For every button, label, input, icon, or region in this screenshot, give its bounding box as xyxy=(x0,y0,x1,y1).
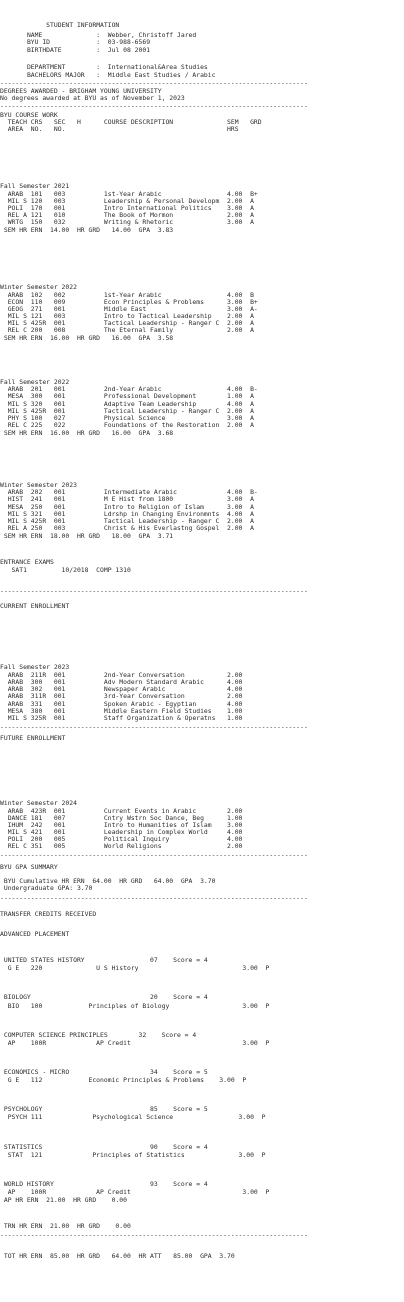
course-row: DANCE 181 007 Cntry Wstrn Soc Dance, Beg 1.00 xyxy=(0,814,243,822)
course-row: ARAB 202 001 Intermediate Arabic 4.00 B- xyxy=(0,488,258,496)
course-row: ARAB 423R 001 Current Events in Arabic 2.00 xyxy=(0,807,243,815)
ap-exam-detail: G E 220 U S History 3.00 P xyxy=(0,964,270,972)
degrees-note: No degrees awarded at BYU as of November 1, 2023 xyxy=(0,94,185,102)
course-row: MIL S 425R 001 Tactical Leadership - Ranger C 2.00 A xyxy=(0,407,254,415)
course-row: ECON 110 009 Econ Principles & Problems 3.00 B+ xyxy=(0,298,258,306)
ap-exam-detail: BIO 100 Principles of Biology 3.00 P xyxy=(0,1002,270,1010)
course-row: IHUM 242 001 Intro to Humanities of Islam 3.00 xyxy=(0,821,243,829)
term-summary: SEM HR ERN 16.00 HR GRD 16.00 GPA 3.68 xyxy=(0,429,174,437)
course-row: ARAB 302 001 Newspaper Arabic 4.00 xyxy=(0,685,243,693)
divider: -------------------------------------------------------------------------------- xyxy=(0,851,308,859)
divider: -------------------------------------------------------------------------------- xyxy=(0,79,308,87)
course-row: MIL S 325R 001 Staff Organization & Operatns 1.00 xyxy=(0,714,243,722)
term-summary: SEM HR ERN 14.00 HR GRD 14.00 GPA 3.83 xyxy=(0,226,174,234)
divider: -------------------------------------------------------------------------------- xyxy=(0,587,308,595)
major-row: BACHELORS MAJOR : Middle East Studies / Arabic xyxy=(26,71,216,79)
term-title: Winter Semester 2022 xyxy=(0,283,77,291)
trn-summary: TRN HR ERN 21.00 HR GRD 0.00 xyxy=(0,1222,131,1230)
course-row: MIL S 120 003 Leadership & Personal Developm 2.00 A xyxy=(0,197,254,205)
course-row: REL C 200 008 The Eternal Family 2.00 A xyxy=(0,326,254,334)
term-summary: SEM HR ERN 18.00 HR GRD 18.00 GPA 3.71 xyxy=(0,532,174,540)
term-summary: SEM HR ERN 16.00 HR GRD 16.00 GPA 3.58 xyxy=(0,334,174,342)
term-title: Winter Semester 2024 xyxy=(0,799,77,807)
course-row: REL C 225 022 Foundations of the Restoration 2.00 A xyxy=(0,421,254,429)
ap-exam-detail: STAT 121 Principles of Statistics 3.00 P xyxy=(0,1151,266,1159)
department-row: DEPARTMENT : International&Area Studies xyxy=(26,63,208,71)
ap-exam-detail: AP 100R AP Credit 3.00 P xyxy=(0,1039,270,1047)
term-title: Fall Semester 2023 xyxy=(0,663,70,671)
ap-exam-detail: G E 112 Economic Principles & Problems 3.00 P xyxy=(0,1076,247,1084)
entrance-title: ENTRANCE EXAMS xyxy=(0,558,54,566)
term-title: Winter Semester 2023 xyxy=(0,481,77,489)
ap-exam-detail: PSYCH 111 Psychological Science 3.00 P xyxy=(0,1113,266,1121)
name-row: NAME : Webber, Christoff Jared xyxy=(26,31,197,39)
birthdate-row: BIRTHDATE : Jul 08 2001 xyxy=(26,46,151,54)
total-summary: TOT HR ERN 85.00 HR GRD 64.00 HR ATT 85.00 GPA 3.70 xyxy=(0,1252,235,1260)
divider: -------------------------------------------------------------------------------- xyxy=(0,723,308,731)
course-row: MIL S 421 001 Leadership in Complex World 4.00 xyxy=(0,828,243,836)
course-row: MIL S 320 001 Adaptive Team Leadership 4.00 A xyxy=(0,400,254,408)
course-row: MESA 250 001 Intro to Religion of Islam 3.00 A xyxy=(0,503,254,511)
course-row: WRTG 150 032 Writing & Rhetoric 3.00 A xyxy=(0,218,254,226)
course-row: MIL S 121 003 Intro to Tactical Leadership 2.00 A xyxy=(0,312,254,320)
divider: -------------------------------------------------------------------------------- xyxy=(0,1231,308,1239)
ap-exam-head: ECONOMICS - MICRO 34 Score = 5 xyxy=(0,1068,208,1076)
student-info-heading: STUDENT INFORMATION xyxy=(46,21,120,29)
ap-exam-head: BIOLOGY 20 Score = 4 xyxy=(0,993,208,1001)
entrance-row: SAT1 10/2018 COMP 1310 xyxy=(0,566,131,574)
course-row: GEOG 271 001 Middle East 3.00 A- xyxy=(0,305,258,313)
course-row: ARAB 211R 001 2nd-Year Conversation 2.00 xyxy=(0,671,243,679)
course-row: ARAB 102 002 1st-Year Arabic 4.00 B xyxy=(0,291,254,299)
gpa-undergraduate: Undergraduate GPA: 3.70 xyxy=(0,884,93,892)
course-row: MESA 300 001 Professional Development 1.00 A xyxy=(0,392,254,400)
course-row: REL C 351 005 World Religions 2.00 xyxy=(0,842,243,850)
course-row: ARAB 331 001 Spoken Arabic - Egyptian 4.00 xyxy=(0,700,243,708)
divider: -------------------------------------------------------------------------------- xyxy=(0,894,308,902)
term-title: Fall Semester 2021 xyxy=(0,182,70,190)
course-row: REL A 250 003 Christ & His Everlastng Gospel 2.00 A xyxy=(0,524,254,532)
ap-summary: AP HR ERN 21.00 HR GRD 0.00 xyxy=(0,1196,127,1204)
course-row: POLI 170 001 Intro International Politics 3.00 A xyxy=(0,204,254,212)
course-row: POLI 200 005 Political Inquiry 4.00 xyxy=(0,835,243,843)
ap-exam-head: PSYCHOLOGY 85 Score = 5 xyxy=(0,1105,208,1113)
ap-exam-head: COMPUTER SCIENCE PRINCIPLES 32 Score = 4 xyxy=(0,1031,197,1039)
byu-id-value: 03-988-6569 xyxy=(107,38,151,46)
coursework-header: AREA NO. NO. HRS xyxy=(0,125,239,133)
student-name: Webber, Christoff Jared xyxy=(107,31,197,39)
major-value: Middle East Studies / Arabic xyxy=(107,71,216,79)
course-row: HIST 241 001 M E Hist from 1800 3.00 A xyxy=(0,495,254,503)
ap-exam-head: UNITED STATES HISTORY 07 Score = 4 xyxy=(0,956,208,964)
degrees-title: DEGREES AWARDED - BRIGHAM YOUNG UNIVERSITY xyxy=(0,87,162,95)
future-enrollment-title: FUTURE ENROLLMENT xyxy=(0,734,66,742)
gpa-cumulative: BYU Cumulative HR ERN 64.00 HR GRD 64.00 GPA 3.70 xyxy=(0,877,216,885)
gpa-summary-title: BYU GPA SUMMARY xyxy=(0,863,58,871)
transfer-title: TRANSFER CREDITS RECEIVED xyxy=(0,910,97,918)
course-row: REL A 121 010 The Book of Mormon 2.00 A xyxy=(0,211,254,219)
coursework-title: BYU COURSE WORK xyxy=(0,111,58,119)
ap-exam-head: STATISTICS 90 Score = 4 xyxy=(0,1143,208,1151)
course-row: MESA 380 001 Middle Eastern Field Studies 1.00 xyxy=(0,707,243,715)
course-row: ARAB 201 001 2nd-Year Arabic 4.00 B- xyxy=(0,385,258,393)
divider: -------------------------------------------------------------------------------- xyxy=(0,102,308,110)
ap-exam-detail: AP 100R AP Credit 3.00 P xyxy=(0,1188,270,1196)
course-row: MIL S 425R 001 Tactical Leadership - Ranger C 2.00 A xyxy=(0,517,254,525)
term-title: Fall Semester 2022 xyxy=(0,378,70,386)
birthdate-value: Jul 08 2001 xyxy=(107,46,151,54)
ap-exam-head: WORLD HISTORY 93 Score = 4 xyxy=(0,1180,208,1188)
course-row: MIL S 321 001 Ldrshp in Changing Environmnts 4.00 A xyxy=(0,510,254,518)
ap-title: ADVANCED PLACEMENT xyxy=(0,930,70,938)
course-row: PHY S 100 027 Physical Science 3.00 A xyxy=(0,414,254,422)
course-row: ARAB 300 001 Adv Modern Standard Arabic 4.00 xyxy=(0,678,243,686)
course-row: ARAB 101 003 1st-Year Arabic 4.00 B+ xyxy=(0,190,258,198)
current-enrollment-title: CURRENT ENROLLMENT xyxy=(0,602,70,610)
byu-id-row: BYU ID : 03-988-6569 xyxy=(26,38,151,46)
department-value: International&Area Studies xyxy=(107,63,208,71)
course-row: ARAB 311R 001 3rd-Year Conversation 2.00 xyxy=(0,692,243,700)
coursework-header: TEACH CRS SEC H COURSE DESCRIPTION SEM GRD xyxy=(0,118,262,126)
course-row: MIL S 425R 001 Tactical Leadership - Ranger C 2.00 A xyxy=(0,319,254,327)
